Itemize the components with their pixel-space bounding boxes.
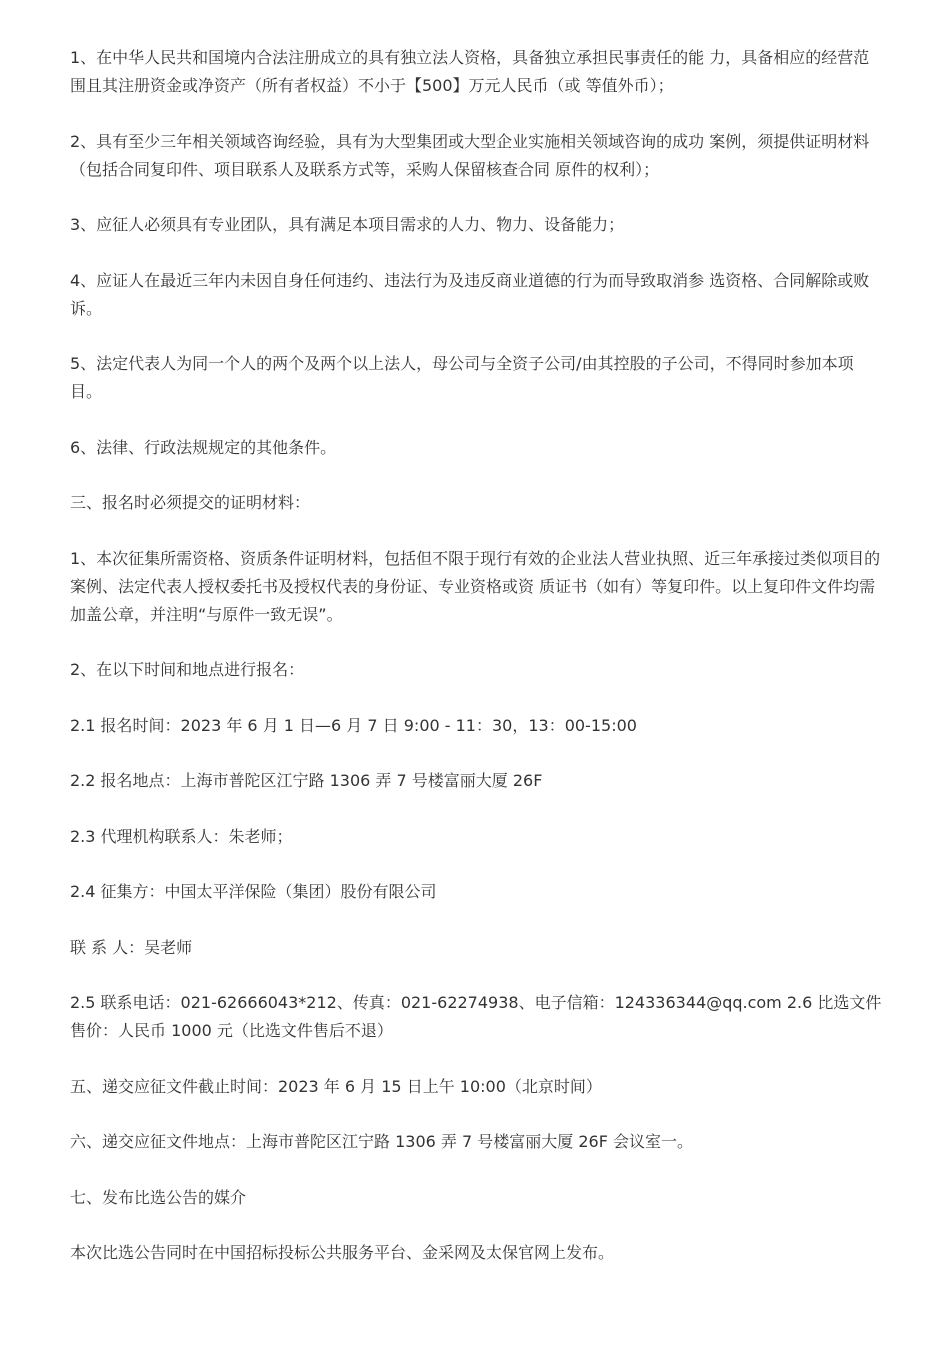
contact-info: 2.5 联系电话：021-62666043*212、传真：021-62274938、电子信箱：124336344@qq.com 2.6 比选文件售价：人民币 1000 元（比选文件售后不退） [70,993,882,1040]
requirement-6: 6、法律、行政法规规定的其他条件。 [70,437,337,457]
requirement-3: 3、应征人必须具有专业团队，具有满足本项目需求的人力、物力、设备能力； [70,215,625,234]
section-3-heading: 三、报名时必须提交的证明材料： [70,493,311,512]
soliciting-party: 2.4 征集方：中国太平洋保险（集团）股份有限公司 [70,882,437,901]
submission-deadline: 五、递交应征文件截止时间：2023 年 6 月 15 日上午 10:00（北京时间） [70,1076,602,1096]
requirement-5: 5、法定代表人为同一个人的两个及两个以上法人，母公司与全资子公司/由其控股的子公司，不得同时参加本项目。 [70,354,854,401]
registration-intro: 2、在以下时间和地点进行报名： [70,660,305,679]
requirement-1: 1、在中华人民共和国境内合法注册成立的具有独立法人资格，具备独立承担民事责任的能 力，具备相应的经营范围且其注册资金或净资产（所有者权益）不小于【500】万元人民币（或 等值外币）； [70,48,870,95]
registration-location: 2.2 报名地点：上海市普陀区江宁路 1306 弄 7 号楼富丽大厦 26F [70,771,543,790]
document-body [70,44,885,1295]
materials-item-1: 1、本次征集所需资格、资质条件证明材料，包括但不限于现行有效的企业法人营业执照、近三年承接过类似项目的案例、法定代表人授权委托书及授权代表的身份证、专业资格或资 质证书（如有）等复印件。以上复印件文件均需加盖公章，并注明“与原件一致无误”。 [70,548,881,624]
contact-person: 联 系 人：吴老师 [70,937,193,957]
agency-contact: 2.3 代理机构联系人：朱老师； [70,826,293,846]
submission-location: 六、递交应征文件地点：上海市普陀区江宁路 1306 弄 7 号楼富丽大厦 26F 会议室一。 [70,1132,693,1151]
section-7-heading: 七、发布比选公告的媒介 [70,1187,247,1207]
requirement-2: 2、具有至少三年相关领域咨询经验，具有为大型集团或大型企业实施相关领域咨询的成功 案例，须提供证明材料（包括合同复印件、项目联系人及联系方式等，采购人保留核查合同 原件的权利）； [70,131,870,179]
requirement-4: 4、应证人在最近三年内未因自身任何违约、违法行为及违反商业道德的行为而导致取消参 选资格、合同解除或败诉。 [70,270,870,318]
publication-media: 本次比选公告同时在中国招标投标公共服务平台、金采网及太保官网上发布。 [70,1243,615,1262]
registration-time: 2.1 报名时间：2023 年 6 月 1 日—6 月 7 日 9:00 - 11：30，13：00-15:00 [70,715,637,735]
